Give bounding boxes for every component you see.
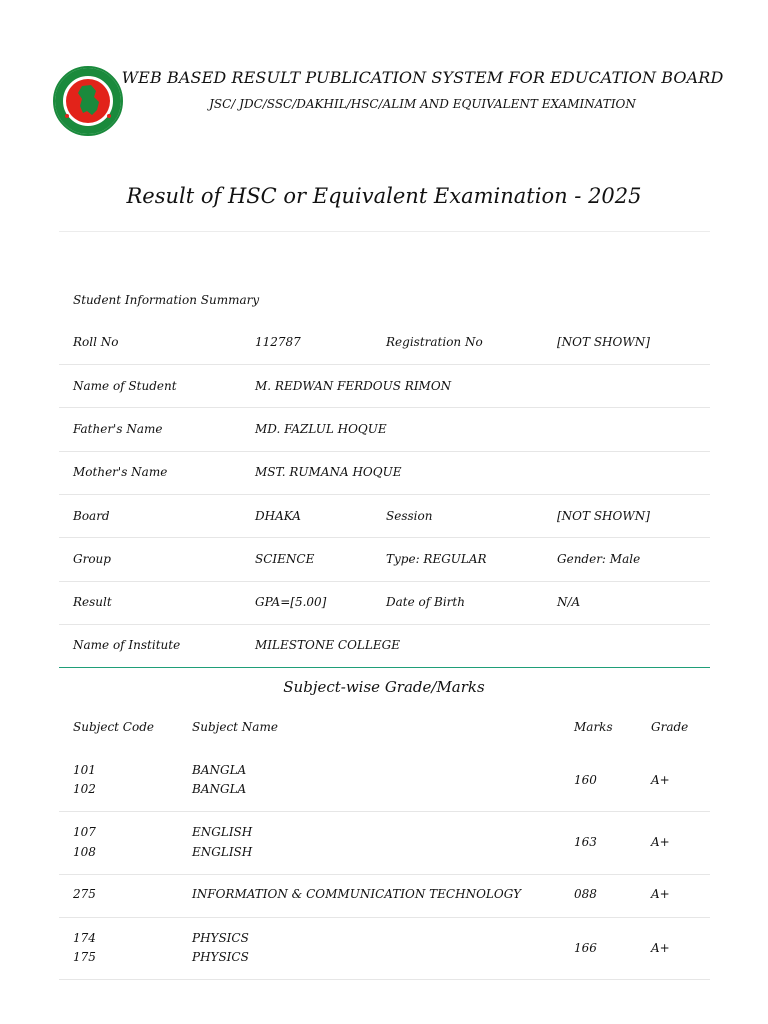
session-label: Session [386,509,433,523]
institute-label: Name of Institute [73,638,181,652]
student-name-label: Name of Student [73,379,177,393]
institute-value: MILESTONE COLLEGE [255,638,400,652]
father-name-label: Father's Name [73,422,163,436]
session-value: [NOT SHOWN] [557,509,650,523]
page-title: Result of HSC or Equivalent Examination - 2025 [126,184,642,208]
subject-code: 101 [73,763,96,777]
subject-grade: A+ [651,773,670,787]
header-grade: Grade [651,720,689,734]
header-title: WEB BASED RESULT PUBLICATION SYSTEM FOR EDUCATION BOARD [121,68,724,87]
subject-code: 174 [73,931,96,945]
section-divider [59,667,710,668]
result-value: GPA=[5.00] [255,595,327,609]
subject-marks: 160 [574,773,597,787]
board-value: DHAKA [255,509,301,523]
subject-code: 108 [73,845,96,859]
subject-marks: 088 [574,887,597,901]
registration-label: Registration No [386,335,483,349]
subject-name: INFORMATION & COMMUNICATION TECHNOLOGY [192,887,522,901]
row-divider [59,407,710,408]
board-label: Board [73,509,110,523]
registration-value: [NOT SHOWN] [557,335,650,349]
subject-marks: 163 [574,835,597,849]
subject-marks: 166 [574,941,597,955]
row-divider [59,874,710,875]
header-subject-code: Subject Code [73,720,154,734]
government-seal-logo [53,66,123,136]
subject-grade: A+ [651,887,670,901]
row-divider [59,537,710,538]
row-divider [59,364,710,365]
group-value: SCIENCE [255,552,315,566]
row-divider [59,494,710,495]
subject-code: 107 [73,825,96,839]
subject-code: 275 [73,887,96,901]
subject-name: BANGLA [192,763,247,777]
subject-grade: A+ [651,941,670,955]
header-subtitle: JSC/ JDC/SSC/DAKHIL/HSC/ALIM AND EQUIVALENT EXAMINATION [209,97,636,111]
student-name-value: M. REDWAN FERDOUS RIMON [255,379,452,393]
header-marks: Marks [574,720,613,734]
dob-value: N/A [557,595,581,609]
student-type: Type: REGULAR [386,552,487,566]
subject-name: BANGLA [192,782,247,796]
roll-value: 112787 [255,335,301,349]
header-subject-name: Subject Name [192,720,278,734]
mother-name-value: MST. RUMANA HOQUE [255,465,402,479]
subject-name: PHYSICS [192,950,249,964]
subject-code: 175 [73,950,96,964]
row-divider [59,917,710,918]
student-info-section-label: Student Information Summary [73,293,260,307]
row-divider [59,624,710,625]
row-divider [59,979,710,980]
subject-name: ENGLISH [192,845,253,859]
subject-grade: A+ [651,835,670,849]
subject-code: 102 [73,782,96,796]
subject-name: ENGLISH [192,825,253,839]
result-label: Result [73,595,112,609]
subject-name: PHYSICS [192,931,249,945]
row-divider [59,581,710,582]
mother-name-label: Mother's Name [73,465,168,479]
group-label: Group [73,552,111,566]
dob-label: Date of Birth [386,595,465,609]
row-divider [59,811,710,812]
row-divider [59,451,710,452]
father-name-value: MD. FAZLUL HOQUE [255,422,387,436]
subjects-title: Subject-wise Grade/Marks [283,678,485,696]
title-divider [59,231,710,232]
roll-label: Roll No [73,335,119,349]
student-gender: Gender: Male [557,552,641,566]
